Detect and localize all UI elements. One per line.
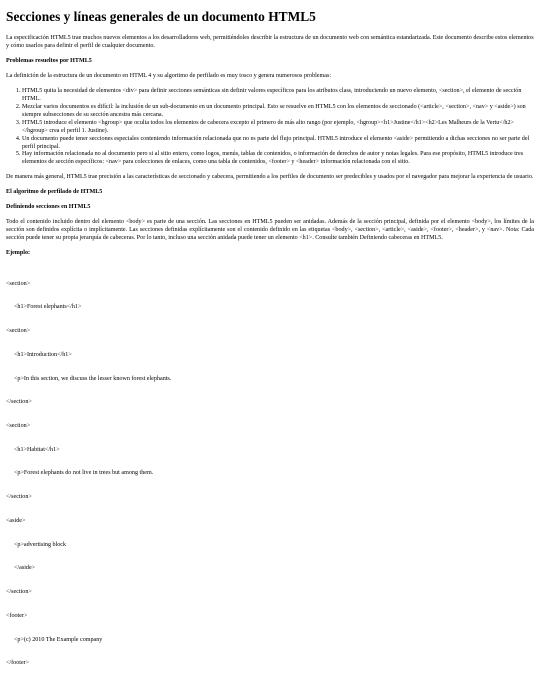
list-item: 4. Un documento puede tener secciones especiales conteniendo información relacionada que no es parte del flujo principal. HTML5 introduce el elemento <aside> permitiendo a dichas secciones no ser parte del perfil principal. (22, 136, 534, 152)
code-line: <h1>Introduction</h1> (14, 351, 72, 358)
code-line: <p>(c) 2010 The Example company (14, 636, 103, 643)
algorithm-heading: El algoritmo de perfilado de HTML5 (6, 189, 103, 196)
code-line: <aside> (6, 517, 26, 524)
list-item: 5. Hay información relacionada no al documento pero si al sitio entero, como logos, menús, tablas de contenidos, o información de derechos de autor y notas legales. Para ese propósito, HTML5 introduce tres elementos de sección específicos: <nav> para colecciones de enlaces, como una tabla de contenidos, <footer> y <header> información relacionada con el sitio. (22, 151, 534, 167)
code-example (6, 265, 534, 684)
sections-heading: Definiendo secciones en HTML5 (6, 204, 91, 211)
code-line: </footer> (6, 660, 30, 667)
list-item: 2. Mezclar varios documentos es difícil: la inclusión de un sub-documento en un documento principal. Esto se resuelve en HTML5 con los elementos de seccionado (<article>, <section>, <nav> y <aside>) son siempre subsecciones de su sección ancestra más cercana. (22, 104, 534, 120)
code-line: <footer> (6, 612, 28, 619)
code-line: </section> (6, 589, 32, 596)
list-item: 1. HTML5 quita la necesidad de elementos <div> para definir secciones semánticas sin definir valores específicos para los atributos class, introduciendo un nuevo elemento, <section>, el elemento de sección HTML. (22, 88, 534, 104)
code-line: </aside> (14, 565, 36, 572)
code-line: <h1>Habitat</h1> (14, 446, 60, 453)
code-line: <h1>Forest elephants</h1> (14, 304, 82, 311)
code-line: <section> (6, 280, 31, 287)
general-paragraph: De manera más general, HTML5 trae precisión a las características de seccionado y cabecera, permitiendo a los perfiles de documento ser predecibles y usados por el navegador para mejorar la experiencia de usuario. (6, 174, 534, 181)
code-line: <section> (6, 328, 31, 335)
code-line: </section> (6, 494, 32, 501)
code-line: <p>In this section, we discuss the lesser known forest elephants. (14, 375, 172, 382)
sections-paragraph: Todo el contenido incluido dentro del elemento <body> es parte de una sección. Las secciones en HTML5 pueden ser anidadas. Además de la sección principal, definida por el elemento <body>, los límites de la sección son definidos explícita o implícitamente. Las secciones definidas explícitamente son el contenido definido en las etiquetas <body>, <section>, <article>, <aside>, <footer>, <header>, y <nav>. Nota: Cada sección puede tener su propia jerarquía de cabeceras. Por lo tanto, incluso una sección anidada puede tener un elemento <h1>. Consulte también Definiendo cabeceras en HTML5. (6, 219, 534, 241)
example-heading: Ejemplo: (6, 249, 31, 256)
list-item: 3. HTML5 introduce el elemento <hgroup> que oculta todos los elementos de cabecera excepto el primero de más alto rango (por ejemplo, <hgroup><h1>Justine</h1><h2>Les Malheurs de la Vertu</h2></hgroup> crea el perfil 1. Justine). (22, 120, 534, 136)
code-line: </section> (6, 399, 32, 406)
code-line: <section> (6, 423, 31, 430)
code-line: <p>Forest elephants do not live in trees but among them. (14, 470, 154, 477)
page-title: Secciones y líneas generales de un documento HTML5 (6, 9, 316, 24)
code-line: <p>advertising block (14, 541, 67, 548)
problems-heading: Problemas resueltos por HTML5 (6, 58, 92, 65)
problems-intro: La definición de la estructura de un documento en HTML 4 y su algoritmo de perfilado es muy tosco y genera numerosos problemas: (6, 73, 332, 80)
intro-paragraph: La especificación HTML5 trae muchos nuevos elementos a los desarrolladores web, permitiéndoles describir la estructura de un documento web con semántica estandarizada. Este documento describe estos elementos y cómo usarlos para definir el perfil de cualquier documento. (6, 35, 534, 50)
problems-list (6, 88, 534, 167)
